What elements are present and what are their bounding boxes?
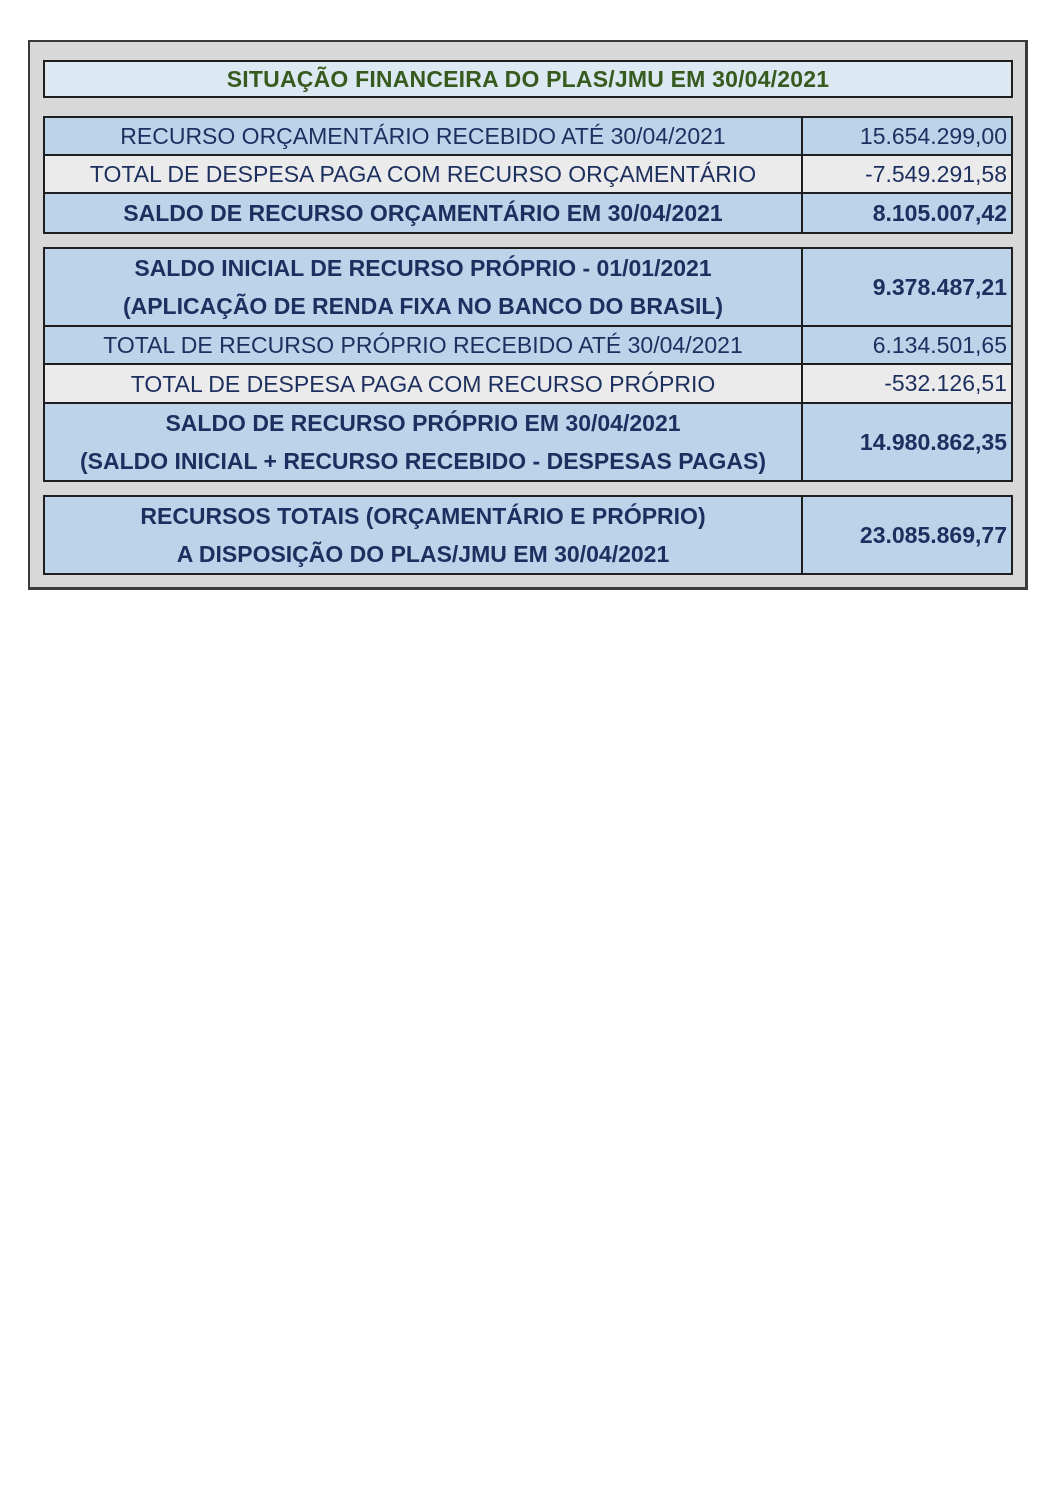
table-row (45, 365, 1011, 404)
financial-summary-panel (28, 40, 1028, 590)
table-row (45, 497, 1011, 573)
table-row (45, 249, 1011, 327)
table-row (45, 156, 1011, 194)
own-balance-value: 14.980.862,35 (859, 428, 1007, 455)
budget-balance-value: 8.105.007,42 (872, 199, 1007, 226)
report-title: SITUAÇÃO FINANCEIRA DO PLAS/JMU EM 30/04/2021 (43, 60, 1013, 98)
table-row (45, 194, 1011, 232)
own-initial-balance-line-1: SALDO INICIAL DE RECURSO PRÓPRIO - 01/01/2021 (134, 255, 712, 281)
own-received-label: TOTAL DE RECURSO PRÓPRIO RECEBIDO ATÉ 30/04/2021 (45, 327, 803, 363)
own-received-value: 6.134.501,65 (872, 331, 1007, 358)
budget-received-label: RECURSO ORÇAMENTÁRIO RECEBIDO ATÉ 30/04/2021 (45, 118, 803, 154)
budget-balance-label: SALDO DE RECURSO ORÇAMENTÁRIO EM 30/04/2021 (45, 194, 803, 232)
own-balance-line-1: SALDO DE RECURSO PRÓPRIO EM 30/04/2021 (165, 410, 681, 436)
total-resources-block (43, 495, 1013, 575)
own-balance-line-2: (SALDO INICIAL + RECURSO RECEBIDO - DESPESAS PAGAS) (79, 448, 767, 474)
total-resources-label (45, 497, 803, 573)
own-expense-value: -532.126,51 (884, 370, 1007, 396)
table-row (45, 404, 1011, 480)
table-row (45, 327, 1011, 365)
table-row (45, 118, 1011, 156)
total-resources-line-1: RECURSOS TOTAIS (ORÇAMENTÁRIO E PRÓPRIO) (140, 503, 706, 529)
budget-expense-value: -7.549.291,58 (865, 160, 1007, 187)
own-resource-block (43, 247, 1013, 482)
own-initial-balance-line-2: (APLICAÇÃO DE RENDA FIXA NO BANCO DO BRASIL) (122, 293, 724, 319)
budget-expense-label: TOTAL DE DESPESA PAGA COM RECURSO ORÇAMENTÁRIO (45, 156, 803, 192)
own-balance-label (45, 404, 803, 480)
total-resources-value: 23.085.869,77 (859, 521, 1007, 548)
own-expense-label: TOTAL DE DESPESA PAGA COM RECURSO PRÓPRIO (45, 365, 803, 402)
budget-resource-block (43, 116, 1013, 234)
own-initial-balance-label (45, 249, 803, 325)
own-initial-balance-value: 9.378.487,21 (872, 273, 1007, 300)
total-resources-line-2: A DISPOSIÇÃO DO PLAS/JMU EM 30/04/2021 (176, 541, 670, 567)
budget-received-value: 15.654.299,00 (859, 122, 1007, 149)
